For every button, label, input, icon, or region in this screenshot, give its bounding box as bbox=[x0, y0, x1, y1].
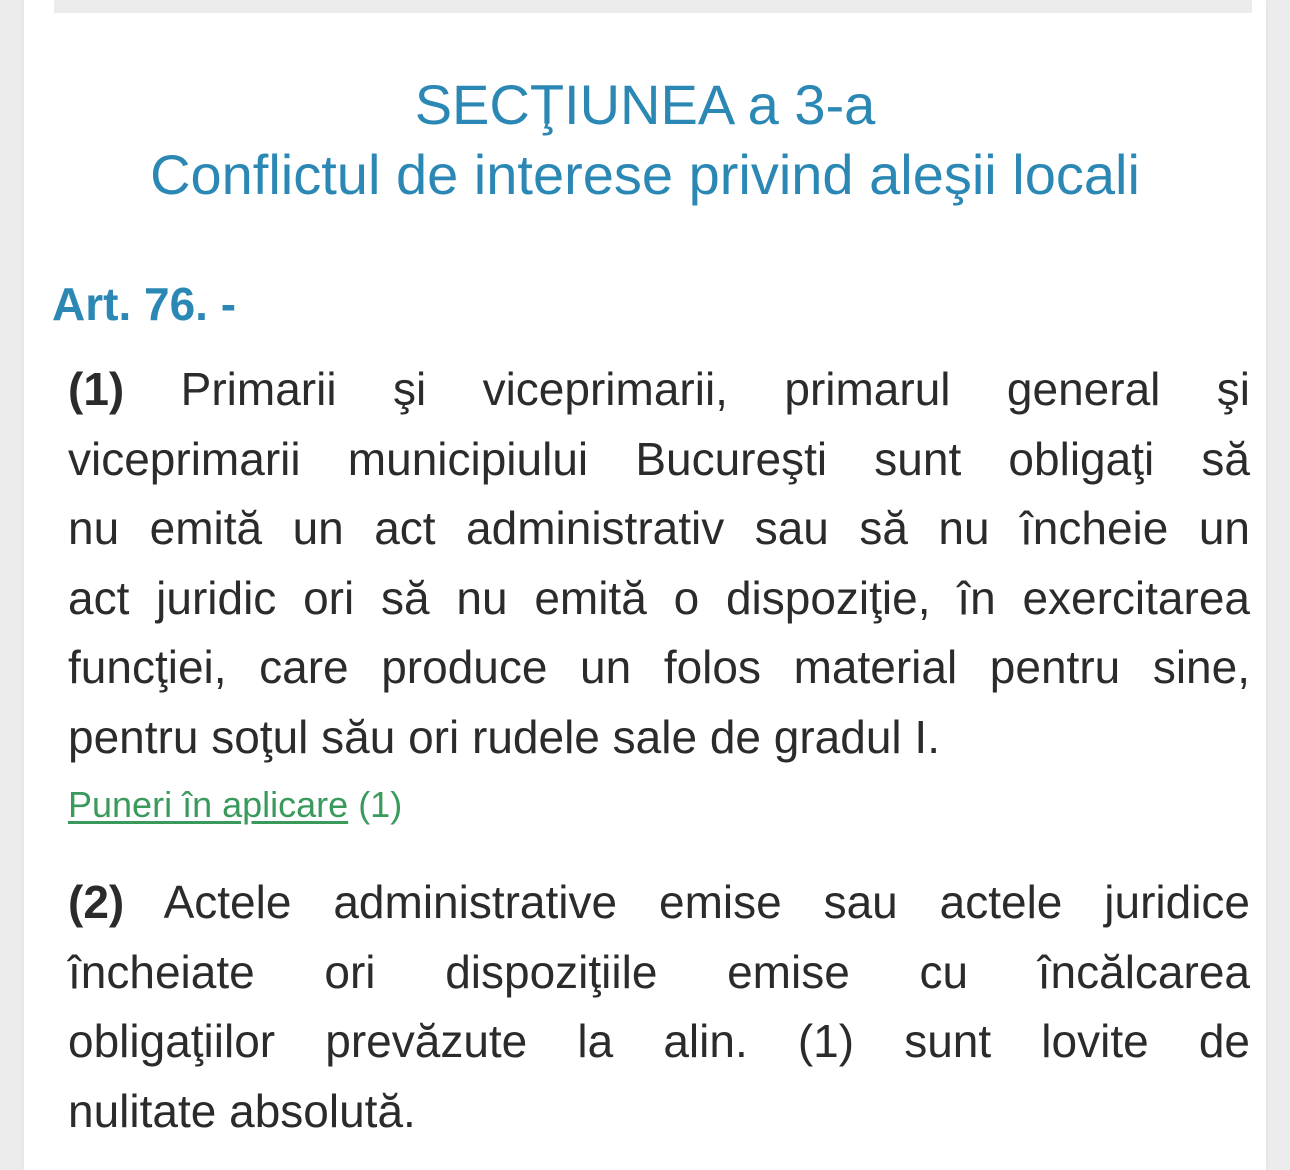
paragraph-number: (1) bbox=[68, 363, 125, 415]
article-number: Art. 76. bbox=[52, 278, 208, 330]
section-title: Conflictul de interese privind aleşii locali bbox=[150, 143, 1140, 206]
top-bar bbox=[54, 0, 1252, 13]
paragraph-text: Actele administrative emise sau actele juridice bbox=[163, 876, 1250, 928]
paragraph-line: nu emită un act administrativ sau să nu încheie un bbox=[68, 502, 1250, 554]
paragraph-line bbox=[68, 868, 1250, 938]
section-heading bbox=[24, 70, 1266, 210]
implementation-references bbox=[68, 782, 402, 828]
paragraph-line: act juridic ori să nu emită o dispoziţie, în exercitarea bbox=[68, 571, 1250, 624]
paragraph-line: nulitate absolută. bbox=[68, 1084, 416, 1137]
paragraph-line: viceprimarii municipiului Bucureşti sunt obligaţi să bbox=[68, 432, 1250, 485]
section-number: SECŢIUNEA a 3-a bbox=[414, 73, 876, 136]
paragraph-line: încheiate ori dispoziţiile emise cu încălcarea bbox=[68, 945, 1250, 998]
paragraph-1 bbox=[68, 355, 1250, 772]
paragraph-line: funcţiei, care produce un folos material pentru sine, bbox=[68, 641, 1250, 693]
article-dash: - bbox=[220, 278, 237, 330]
paragraph-text: Primarii şi viceprimarii, primarul general şi bbox=[180, 363, 1250, 415]
paragraph-number: (2) bbox=[68, 876, 125, 928]
paragraph-line: pentru soţul său ori rudele sale de gradul I. bbox=[68, 710, 940, 763]
implementation-link[interactable]: Puneri în aplicare bbox=[68, 784, 349, 825]
paragraph-line: obligaţiilor prevăzute la alin. (1) sunt lovite de bbox=[68, 1015, 1250, 1067]
implementation-count: (1) bbox=[358, 784, 403, 825]
article-title bbox=[52, 276, 236, 332]
document-page bbox=[24, 0, 1266, 1170]
paragraph-2 bbox=[68, 868, 1250, 1146]
paragraph-line bbox=[68, 355, 1250, 425]
